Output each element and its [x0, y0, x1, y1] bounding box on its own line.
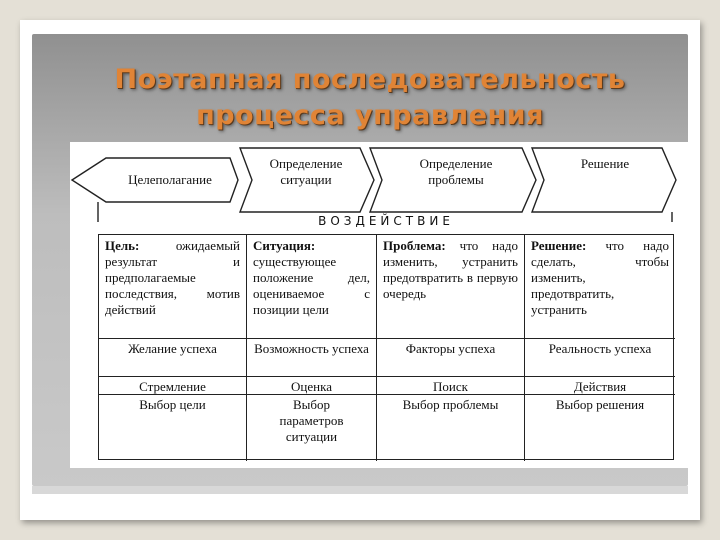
action-cell: Стремление	[99, 377, 247, 395]
process-diagram	[70, 142, 690, 468]
impact-label: ВОЗДЕЙСТВИЕ	[318, 214, 454, 228]
stage-3-line-1: Определение	[419, 156, 493, 171]
process-table	[98, 234, 674, 460]
stage-2-label	[250, 156, 362, 188]
stage-2-line-2: ситуации	[280, 172, 332, 187]
choice-cell: Выбор цели	[99, 395, 247, 461]
stage-4-label: Решение	[580, 156, 630, 171]
definition-term: Ситуация:	[253, 238, 316, 253]
definition-term: Решение:	[531, 238, 587, 253]
stage-1-label: Целеполагание	[128, 172, 212, 187]
definition-term: Цель:	[105, 238, 140, 253]
action-cell: Действия	[525, 377, 675, 395]
definition-text: что надо сделать, чтобы изменить, предотвратить, устранить	[531, 238, 670, 317]
success-cell: Возможность успеха	[247, 339, 377, 377]
action-cell: Поиск	[377, 377, 525, 395]
definition-term: Проблема:	[383, 238, 446, 253]
slide	[20, 20, 700, 520]
slide-title	[50, 62, 690, 134]
stage-3-line-2: проблемы	[428, 172, 484, 187]
title-line-1: Поэтапная последовательность	[114, 64, 626, 95]
success-cell: Желание успеха	[99, 339, 247, 377]
definition-goal	[99, 235, 247, 339]
definition-problem	[377, 235, 525, 339]
success-cell: Факторы успеха	[377, 339, 525, 377]
stage-3-label	[388, 156, 524, 188]
title-line-2: процесса управления	[196, 100, 544, 131]
definition-text: что надо изменить, устранить предотвратить в первую очередь	[383, 238, 519, 301]
definition-text: ожидаемый результат и предполагаемые последствия, мотив действий	[105, 238, 240, 317]
choice-cell: Выбор проблемы	[377, 395, 525, 461]
choice-cell: Выбор решения	[555, 397, 645, 412]
definition-text: существующее положение дел, оцениваемое с позиции цели	[253, 254, 370, 317]
definition-situation	[247, 235, 377, 339]
success-cell: Реальность успеха	[525, 339, 675, 377]
definition-decision	[525, 235, 675, 339]
action-cell: Оценка	[247, 377, 377, 395]
stage-2-line-1: Определение	[269, 156, 343, 171]
bottom-band	[32, 486, 688, 494]
choice-cell: Выбор параметров ситуации	[247, 395, 377, 461]
